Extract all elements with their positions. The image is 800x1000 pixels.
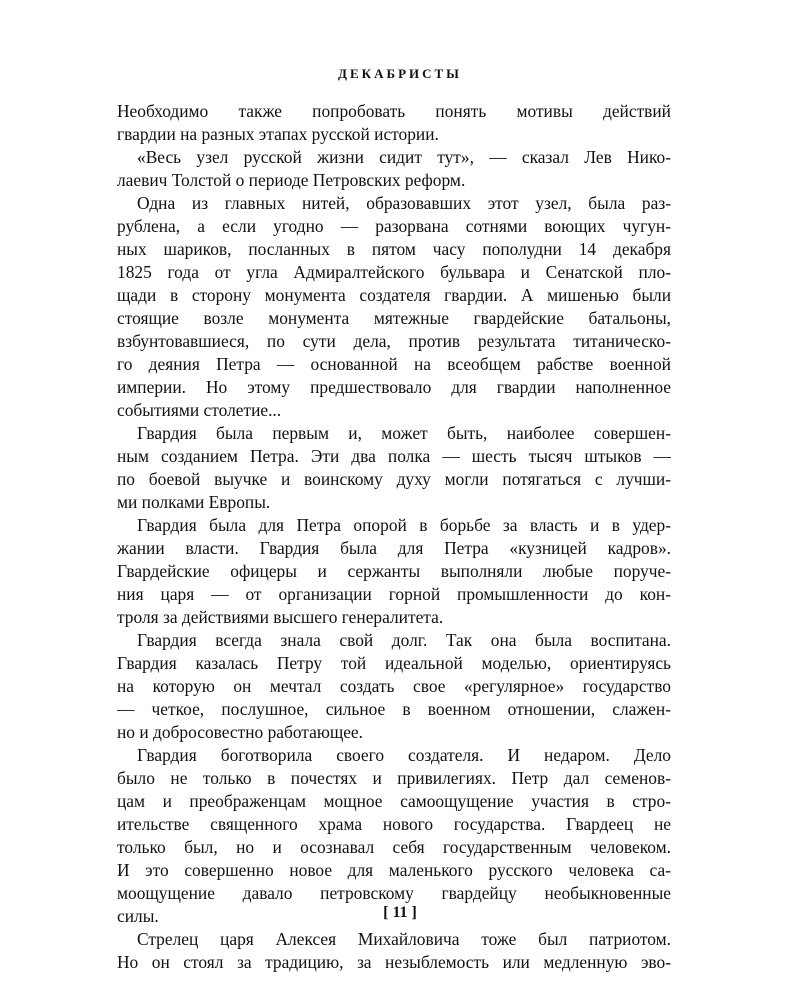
text-line: по боевой выучке и воинскому духу могли потягаться с лучши- <box>117 469 671 489</box>
text-line: ным созданием Петра. Эти два полка — шесть тысяч штыков — <box>117 446 671 466</box>
text-line: го деяния Петра — основанной на всеобщем рабстве военной <box>117 354 671 374</box>
text-line: Одна из главных нитей, образовавших этот узел, была раз- <box>137 193 671 213</box>
text-line: было не только в почестях и привилегиях. Петр дал семенов- <box>117 768 671 788</box>
text-line: Гвардейские офицеры и сержанты выполняли любые поруче- <box>117 561 671 581</box>
text-line: но и добросовестно работающее. <box>117 722 363 742</box>
text-line: ния царя — от организации горной промышленности до кон- <box>117 584 671 604</box>
text-line: ительстве священного храма нового государства. Гвардеец не <box>117 814 671 834</box>
text-line: империи. Но этому предшествовало для гвардии наполненное <box>117 377 671 397</box>
text-line: Стрелец царя Алексея Михайловича тоже был патриотом. <box>137 929 671 949</box>
text-line: — четкое, послушное, сильное в военном отношении, слажен- <box>117 699 671 719</box>
text-line: ных шариков, посланных в пятом часу пополудни 14 декабря <box>117 239 671 259</box>
text-line: стоящие возле монумента мятежные гвардейские батальоны, <box>117 308 671 328</box>
text-line: лаевич Толстой о периоде Петровских реформ. <box>117 170 466 190</box>
body-text <box>117 100 671 974</box>
text-line: Гвардия была для Петра опорой в борьбе за власть и в удер- <box>137 515 671 535</box>
text-line: гвардии на разных этапах русской истории. <box>117 124 439 144</box>
text-line: Необходимо также попробовать понять мотивы действий <box>117 101 671 121</box>
text-line: событиями столетие... <box>117 400 282 420</box>
text-line: «Весь узел русской жизни сидит тут», — сказал Лев Нико- <box>137 147 671 167</box>
text-line: силы. <box>117 906 159 926</box>
text-line: взбунтовавшиеся, по сути дела, против результата титаническо- <box>117 331 671 351</box>
text-line: цам и преображенцам мощное самоощущение участия в стро- <box>117 791 671 811</box>
text-line: только был, но и осознавал себя государственным человеком. <box>117 837 671 857</box>
text-line: жании власти. Гвардия была для Петра «кузницей кадров». <box>117 538 671 558</box>
text-line: рублена, а если угодно — разорвана сотнями воющих чугун- <box>117 216 671 236</box>
text-line: Гвардия всегда знала свой долг. Так она была воспитана. <box>137 630 671 650</box>
text-line: И это совершенно новое для маленького русского человека са- <box>117 860 671 880</box>
text-line: Гвардия казалась Петру той идеальной моделью, ориентируясь <box>117 653 671 673</box>
text-line: троля за действиями высшего генералитета. <box>117 607 444 627</box>
text-line: на которую он мечтал создать свое «регулярное» государство <box>117 676 671 696</box>
text-line: Гвардия была первым и, может быть, наиболее совершен- <box>137 423 671 443</box>
text-line: моощущение давало петровскому гвардейцу необыкновенные <box>117 883 671 903</box>
running-head: ДЕКАБРИСТЫ <box>338 66 462 81</box>
text-line: щади в сторону монумента создателя гвардии. А мишенью были <box>117 285 671 305</box>
page-number: [ 11 ] <box>383 904 417 921</box>
text-line: Гвардия боготворила своего создателя. И недаром. Дело <box>137 745 671 765</box>
text-line: 1825 года от угла Адмиралтейского бульвара и Сенатской пло- <box>117 262 671 282</box>
text-line: ми полками Европы. <box>117 492 271 512</box>
text-line: Но он стоял за традицию, за незыблемость или медленную эво- <box>117 952 671 972</box>
